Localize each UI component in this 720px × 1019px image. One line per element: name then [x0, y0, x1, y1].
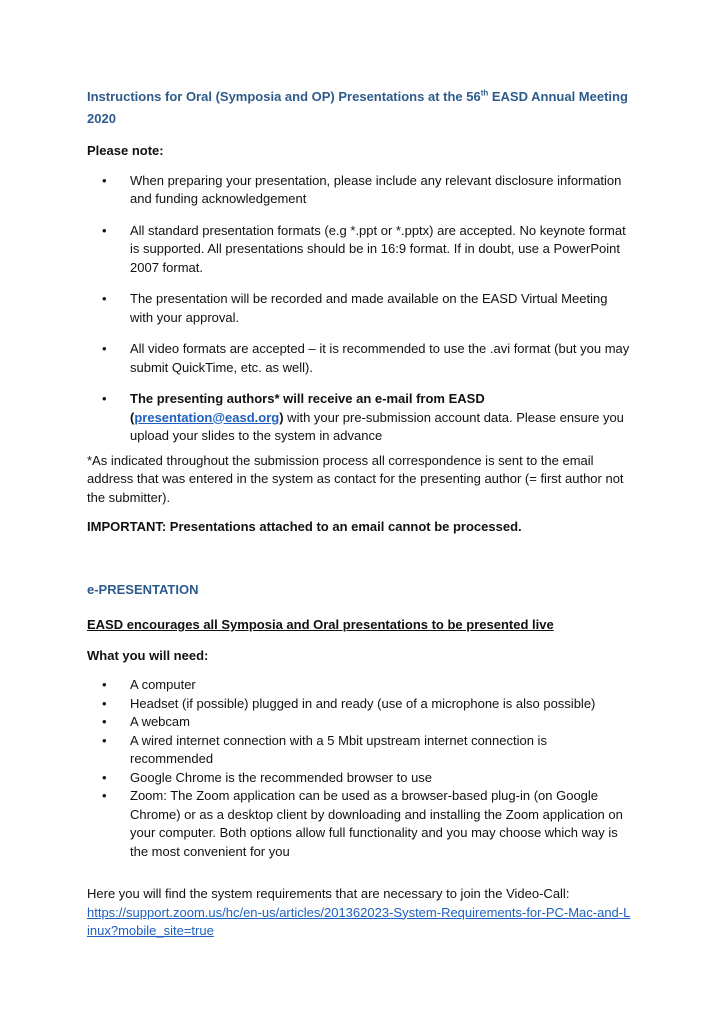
list-item: • All video formats are accepted – it is recommended to use the .avi format (but you may submit QuickTime, etc. as well). — [102, 341, 630, 375]
requirements-text: Here you will find the system requirements that are necessary to join the Video-Call: — [87, 886, 570, 901]
needs-list — [87, 676, 632, 861]
requirements-link[interactable]: https://support.zoom.us/hc/en-us/articles/201362023-System-Requirements-for-PC-Mac-and-Linux?mobile_site=true — [87, 904, 631, 938]
list-item: • Google Chrome is the recommended browser to use — [87, 769, 632, 788]
needs-heading: What you will need: — [87, 647, 209, 663]
list-item: • Headset (if possible) plugged in and ready (use of a microphone is also possible) — [87, 695, 632, 714]
bullet: • — [102, 341, 107, 356]
bullet: • — [102, 714, 107, 729]
list-item: • A wired internet connection with a 5 Mbit upstream internet connection is recommended — [102, 732, 547, 766]
bullet: • — [102, 769, 107, 785]
bullet: • — [102, 695, 107, 711]
encourage-heading: EASD encourages all Symposia and Oral presentations to be presented live — [87, 617, 554, 632]
document-page — [87, 86, 632, 941]
notes-list — [87, 172, 632, 446]
list-item: • The presentation will be recorded and made available on the EASD Virtual Meeting with your approval. — [102, 291, 608, 325]
list-item: • All standard presentation formats (e.g *.ppt or *.pptx) are accepted. No keynote format is supported. All presentations should be in 16:9 format. If in doubt, use a PowerPoint 2007 format. — [102, 222, 626, 275]
bullet: • — [102, 788, 107, 803]
section-title: e-PRESENTATION — [87, 581, 199, 597]
bullet: • — [102, 677, 107, 692]
bullet: • — [102, 172, 107, 188]
bullet: • — [102, 291, 107, 306]
document-title: Instructions for Oral (Symposia and OP) Presentations at the 56th EASD Annual Meeting 2020 — [87, 88, 628, 126]
important-notice: IMPORTANT: Presentations attached to an email cannot be processed. — [87, 519, 522, 534]
list-item: • When preparing your presentation, please include any relevant disclosure information and funding acknowledgement — [102, 172, 622, 206]
bullet: • — [102, 391, 107, 406]
list-item: • A computer — [87, 676, 632, 695]
bullet: • — [102, 732, 107, 748]
footnote-text: *As indicated throughout the submission process all correspondence is sent to the email address that was entered in the system as contact for the presenting author (= first author not the submitter). — [87, 452, 624, 505]
please-note-heading: Please note: — [87, 143, 164, 158]
list-item: • A webcam — [87, 713, 632, 732]
presentation-email-link[interactable]: presentation@easd.org — [134, 409, 280, 425]
list-item-presenting-authors: • The presenting authors* will receive an e-mail from EASD (presentation@easd.org) with your pre-submission account data. Please ensure you upload your slides to the system in advance — [102, 391, 624, 443]
list-item: • Zoom: The Zoom application can be used as a browser-based plug-in (on Google Chrome) or as a desktop client by downloading and installing the Zoom application on your computer. Both options allow full functionality and you may choose which way is the most convenient for you — [102, 788, 623, 859]
bullet: • — [102, 222, 107, 238]
